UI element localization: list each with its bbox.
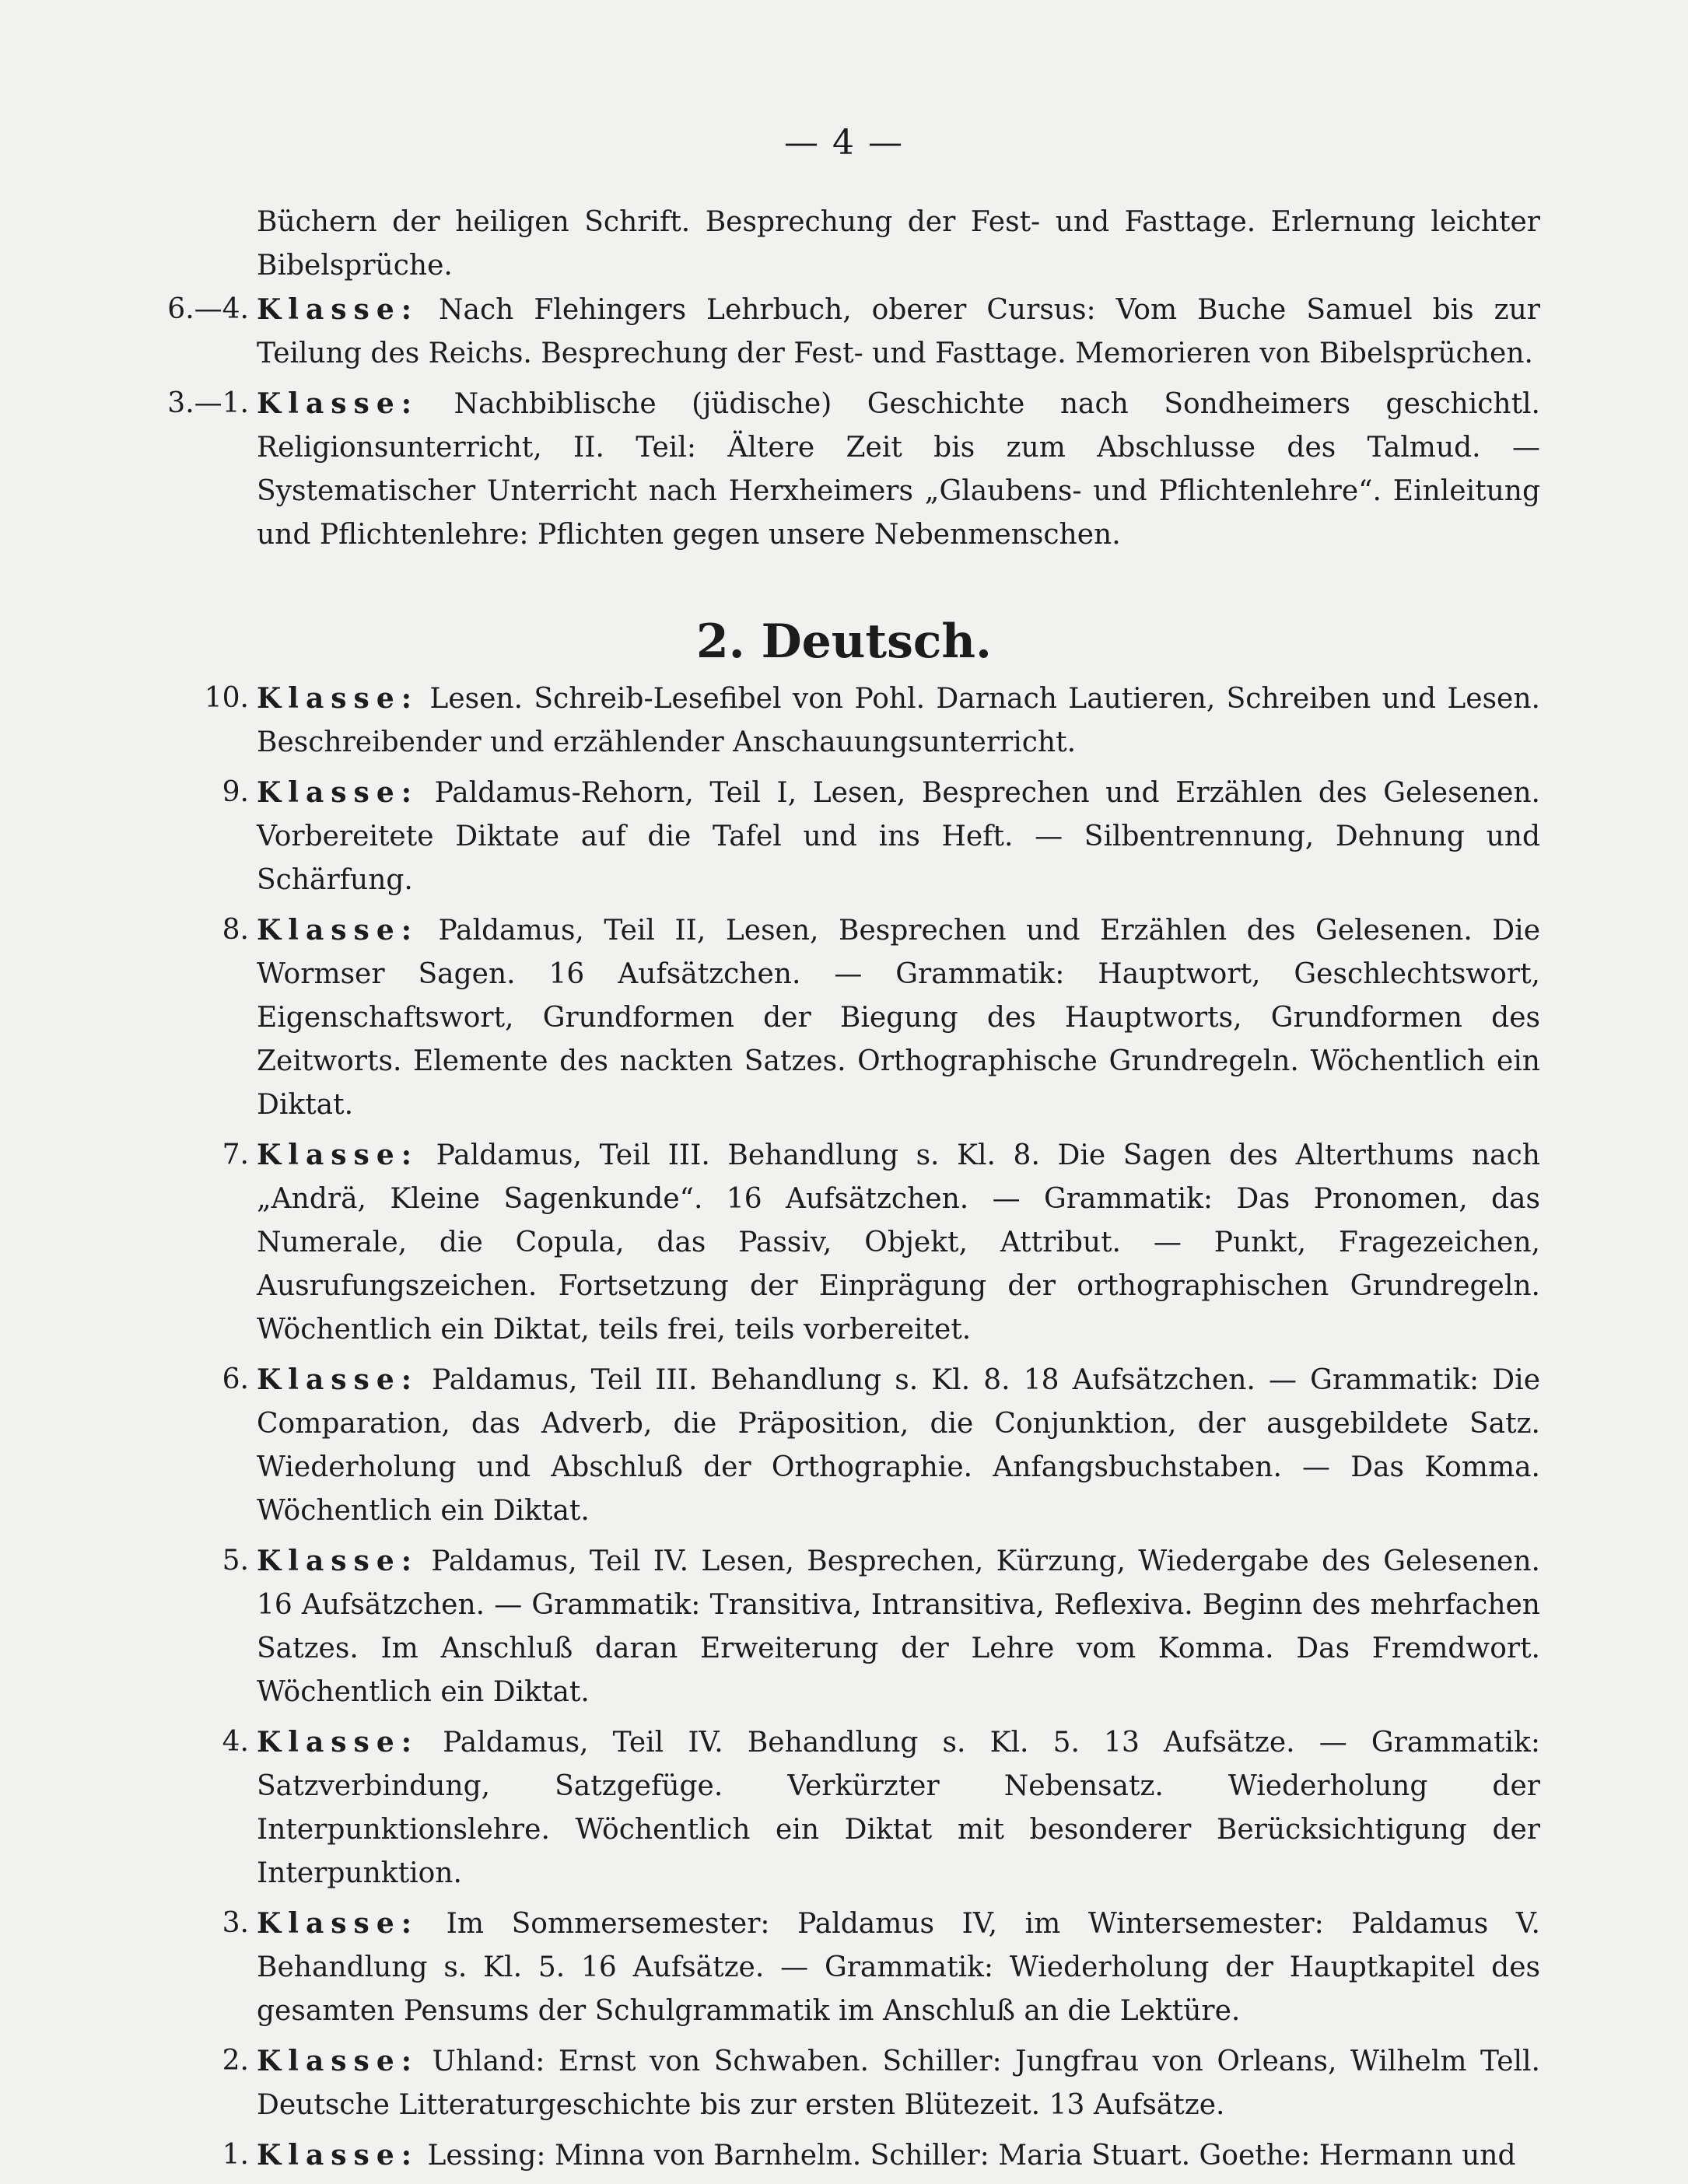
klasse-label: Klasse:	[257, 914, 419, 947]
entry-text: Paldamus, Teil III. Behandlung s. Kl. 8. 18 Aufsätzchen. — Grammatik: Die Comparation, das Adverb, die Präposition, die Conjunktion, der ausgebildete Satz. Wiederholung und Abschluß der Orthographie. Anfangsbuchstaben. — Das Komma. Wöchentlich ein Diktat.	[257, 1364, 1540, 1527]
klasse-label: Klasse:	[257, 1545, 419, 1577]
deutsch-entry	[140, 771, 1540, 902]
klasse-label: Klasse:	[257, 293, 419, 326]
klasse-label: Klasse:	[257, 682, 419, 715]
entry-text: Nach Flehingers Lehrbuch, oberer Cursus: Vom Buche Samuel bis zur Teilung des Reichs. Besprechung der Fest- und Fasttage. Memorieren von Bibelsprüchen.	[257, 294, 1540, 369]
entry-text: Paldamus, Teil IV. Lesen, Besprechen, Kürzung, Wiedergabe des Gelesenen. 16 Aufsätzchen. — Grammatik: Transitiva, Intransitiva, Reflexiva. Beginn des mehrfachen Satzes. Im Anschluß daran Erweiterung der Lehre vom Komma. Das Fremdwort. Wöchentlich ein Diktat.	[257, 1545, 1540, 1708]
deutsch-entry	[140, 1133, 1540, 1352]
klasse-label: Klasse:	[257, 776, 419, 809]
entry-number: 2.	[222, 2045, 249, 2077]
entry-text: Paldamus, Teil II, Lesen, Besprechen und Erzählen des Gelesenen. Die Wormser Sagen. 16 Aufsätzchen. — Grammatik: Hauptwort, Geschlechtswort, Eigenschaftswort, Grundformen der Biegung des Hauptworts, Grundformen des Zeitworts. Elemente des nackten Satzes. Orthographische Grundregeln. Wöchentlich ein Diktat.	[257, 915, 1540, 1121]
klasse-label: Klasse:	[257, 1363, 419, 1396]
entry-text: Paldamus, Teil IV. Behandlung s. Kl. 5. 13 Aufsätze. — Grammatik: Satzverbindung, Satzgefüge. Verkürzter Nebensatz. Wiederholung der Interpunktionslehre. Wöchentlich ein Diktat mit besonderer Berücksichtigung der Interpunktion.	[257, 1727, 1540, 1889]
deutsch-entry	[140, 1902, 1540, 2033]
entry-text: Nachbiblische (jüdische) Geschichte nach Sondheimers geschichtl. Religionsunterricht, II. Teil: Ältere Zeit bis zum Abschlusse des Talmud. — Systematischer Unterricht nach Herxheimers „Glaubens- und Pflichtenlehre“. Einleitung und Pflichtenlehre: Pflichten gegen unsere Nebenmenschen.	[257, 388, 1541, 551]
entry-number: 6.—4.	[167, 293, 249, 325]
religion-intro: Büchern der heiligen Schrift. Besprechung der Fest- und Fasttage. Erlernung leichter Bibelsprüche.	[257, 206, 1540, 282]
entry-number: 9.	[222, 776, 249, 808]
entry-text: Im Sommersemester: Paldamus IV, im Wintersemester: Paldamus V. Behandlung s. Kl. 5. 16 Aufsätze. — Grammatik: Wiederholung der Hauptkapitel des gesamten Pensums der Schulgrammatik im Anschluß an die Lektüre.	[257, 1908, 1540, 2027]
religion-entry	[140, 382, 1540, 557]
deutsch-entry	[140, 1358, 1540, 1533]
entry-number: 3.	[222, 1907, 249, 1939]
religion-section-continued	[140, 201, 1540, 563]
entry-text: Paldamus-Rehorn, Teil I, Lesen, Besprechen und Erzählen des Gelesenen. Vorbereitete Diktate auf die Tafel und ins Heft. — Silbentrennung, Dehnung und Schärfung.	[257, 777, 1541, 896]
section-title: 2. Deutsch.	[696, 614, 992, 669]
deutsch-entry	[140, 908, 1540, 1127]
klasse-label: Klasse:	[257, 387, 419, 420]
deutsch-entry	[140, 1720, 1540, 1895]
page-number: — 4 —	[784, 123, 904, 163]
entry-number: 3.—1.	[167, 387, 249, 419]
deutsch-entry	[140, 2133, 1540, 2178]
klasse-label: Klasse:	[257, 1139, 419, 1171]
entry-number: 1.	[222, 2139, 249, 2171]
entry-number: 7.	[222, 1139, 249, 1171]
entry-text: Uhland: Ernst von Schwaben. Schiller: Jungfrau von Orleans, Wilhelm Tell. Deutsche Litteraturgeschichte bis zur ersten Blütezeit. 13 Aufsätze.	[257, 2046, 1540, 2121]
klasse-label: Klasse:	[257, 1726, 419, 1759]
religion-entry	[140, 288, 1540, 376]
entry-text: Paldamus, Teil III. Behandlung s. Kl. 8. Die Sagen des Alterthums nach „Andrä, Kleine Sagenkunde“. 16 Aufsätzchen. — Grammatik: Das Pronomen, das Numerale, die Copula, das Passiv, Objekt, Attribut. — Punkt, Fragezeichen, Ausrufungszeichen. Fortsetzung der Einprägung der orthographischen Grundregeln. Wöchentlich ein Diktat, teils frei, teils vorbereitet.	[257, 1139, 1540, 1346]
klasse-label: Klasse:	[257, 1907, 419, 1940]
entry-text: Lessing: Minna von Barnhelm. Schiller: Maria Stuart. Goethe: Hermann und	[427, 2140, 1516, 2172]
entry-number: 6.	[222, 1363, 249, 1395]
deutsch-section	[140, 677, 1540, 2184]
klasse-label: Klasse:	[257, 2139, 419, 2172]
entry-number: 8.	[222, 914, 249, 946]
deutsch-entry	[140, 2039, 1540, 2127]
deutsch-entry	[140, 1539, 1540, 1714]
entry-number: 4.	[222, 1726, 249, 1758]
entry-text: Lesen. Schreib-Lesefibel von Pohl. Darnach Lautieren, Schreiben und Lesen. Beschreibender und erzählender Anschauungsunterricht.	[257, 683, 1540, 758]
klasse-label: Klasse:	[257, 2045, 419, 2077]
deutsch-entry	[140, 677, 1540, 765]
entry-number: 5.	[222, 1545, 249, 1577]
entry-number: 10.	[204, 682, 249, 714]
